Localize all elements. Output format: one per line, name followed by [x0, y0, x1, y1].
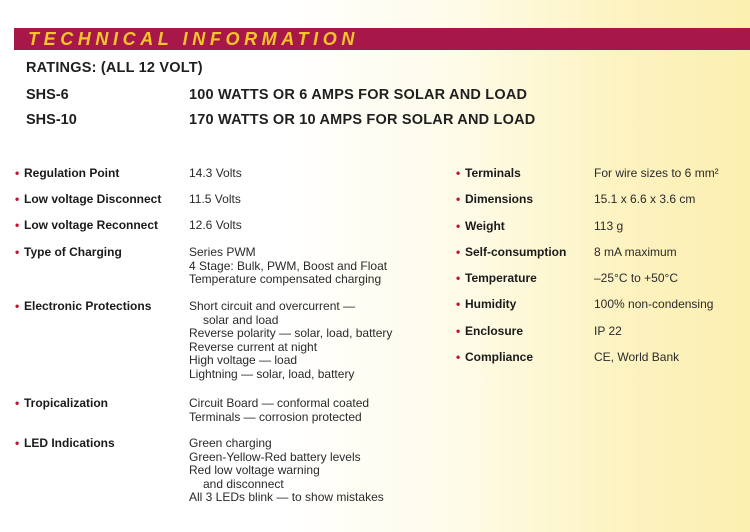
spec-value: All 3 LEDs blink — to show mistakes: [189, 490, 384, 505]
spec-values: [189, 167, 242, 181]
section-banner: [14, 28, 750, 50]
bullet-icon: •: [456, 324, 461, 338]
spec-label: Compliance: [465, 350, 534, 364]
spec-label: Tropicalization: [24, 396, 109, 410]
spec-value: 15.1 x 6.6 x 3.6 cm: [594, 192, 696, 206]
spec-values: [594, 298, 713, 312]
spec-value: 12.6 Volts: [189, 218, 242, 232]
spec-values: [189, 437, 384, 505]
spec-value: IP 22: [594, 324, 622, 338]
spec-label: Weight: [465, 219, 505, 233]
spec-label: Dimensions: [465, 192, 534, 206]
spec-value: Temperature compensated charging: [189, 272, 382, 287]
spec-values: [189, 219, 242, 233]
spec-label: Low voltage Disconnect: [24, 192, 162, 206]
spec-label: Self-consumption: [465, 245, 567, 259]
spec-values: [189, 246, 387, 287]
bullet-icon: •: [15, 166, 20, 180]
spec-label: LED Indications: [24, 436, 115, 450]
spec-value: 14.3 Volts: [189, 166, 242, 180]
spec-label: Enclosure: [465, 324, 524, 338]
bullet-icon: •: [15, 192, 20, 206]
bullet-icon: •: [456, 271, 461, 285]
spec-value: Terminals — corrosion protected: [189, 409, 362, 424]
bullet-icon: •: [456, 297, 461, 311]
bullet-icon: •: [15, 245, 20, 259]
model-rating: 100 WATTS OR 6 AMPS FOR SOLAR AND LOAD: [189, 87, 528, 103]
spec-value: Green-Yellow-Red battery levels: [189, 449, 361, 464]
spec-values: [594, 193, 695, 207]
spec-value: High voltage — load: [189, 353, 298, 368]
spec-values: [594, 351, 679, 365]
bullet-icon: •: [15, 218, 20, 232]
bullet-icon: •: [456, 245, 461, 259]
spec-label: Type of Charging: [24, 245, 122, 259]
spec-label: Terminals: [465, 166, 521, 180]
spec-value: CE, World Bank: [594, 350, 680, 364]
spec-label: Humidity: [465, 297, 517, 311]
spec-values: [594, 272, 678, 286]
spec-value: solar and load: [203, 312, 279, 327]
spec-value: 113 g: [594, 219, 624, 233]
spec-label: Low voltage Reconnect: [24, 218, 159, 232]
spec-value: Red low voltage warning: [189, 463, 320, 478]
spec-value: 4 Stage: Bulk, PWM, Boost and Float: [189, 258, 388, 273]
spec-label: Regulation Point: [24, 166, 120, 180]
spec-value: Series PWM: [189, 245, 256, 259]
bullet-icon: •: [15, 436, 20, 450]
spec-label: Temperature: [465, 271, 537, 285]
bullet-icon: •: [456, 350, 461, 364]
bullet-icon: •: [456, 166, 461, 180]
spec-values: [594, 220, 623, 234]
bullet-icon: •: [15, 299, 20, 313]
spec-value: For wire sizes to 6 mm²: [594, 166, 719, 180]
spec-value: 11.5 Volts: [189, 192, 241, 206]
spec-value: Circuit Board — conformal coated: [189, 396, 370, 410]
section-title: TECHNICAL INFORMATION: [28, 29, 359, 49]
spec-value: and disconnect: [203, 476, 284, 491]
model-name: SHS-6: [26, 87, 69, 103]
spec-value: Lightning — solar, load, battery: [189, 366, 355, 381]
spec-values: [594, 246, 677, 260]
spec-value: 8 mA maximum: [594, 245, 677, 259]
spec-value: Green charging: [189, 436, 272, 450]
spec-label: Electronic Protections: [24, 299, 152, 313]
spec-values: [189, 397, 369, 424]
model-name: SHS-10: [26, 112, 77, 128]
ratings-heading: RATINGS: (ALL 12 VOLT): [26, 60, 203, 76]
spec-value: Short circuit and overcurrent —: [189, 299, 356, 313]
spec-values: [594, 325, 622, 339]
spec-value: Reverse polarity — solar, load, battery: [189, 326, 393, 341]
bullet-icon: •: [15, 396, 20, 410]
spec-values: [594, 167, 719, 181]
spec-values: [189, 193, 241, 207]
spec-value: Reverse current at night: [189, 339, 318, 354]
bullet-icon: •: [456, 192, 461, 206]
spec-value: –25°C to +50°C: [594, 271, 678, 285]
model-rating: 170 WATTS OR 10 AMPS FOR SOLAR AND LOAD: [189, 112, 536, 128]
spec-values: [189, 300, 392, 382]
bullet-icon: •: [456, 219, 461, 233]
spec-value: 100% non-condensing: [594, 297, 714, 311]
